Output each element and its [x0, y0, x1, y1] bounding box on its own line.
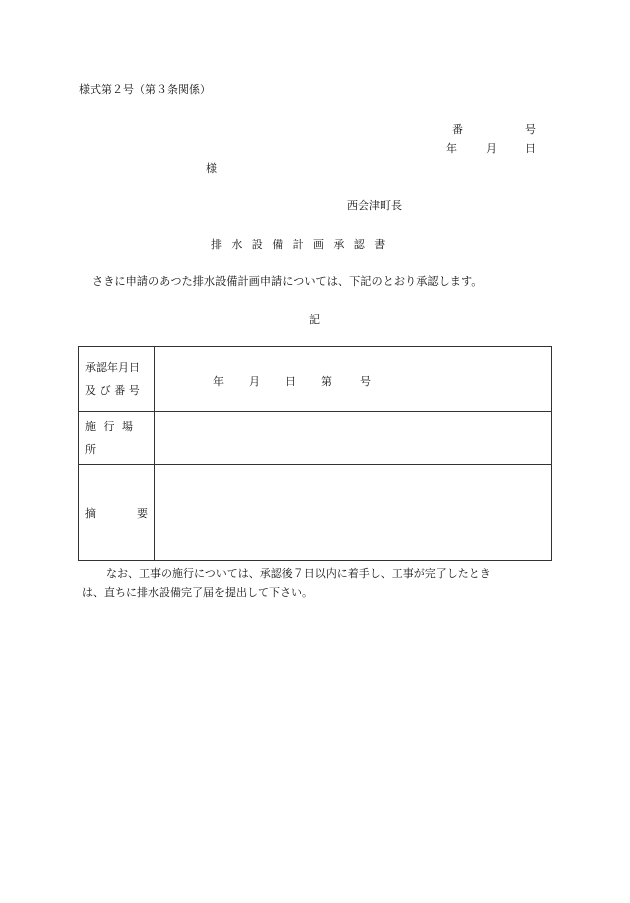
form-title: 様式第２号（第３条関係） — [79, 83, 211, 96]
number-suffix: 号 — [525, 123, 536, 136]
document-title: 排水設備計画承認書 — [211, 238, 395, 251]
site-label: 施行場所 — [85, 420, 141, 456]
table-row-approval-date — [79, 347, 552, 412]
summary-value-cell — [155, 465, 552, 561]
site-value-cell — [155, 412, 552, 465]
addressee-suffix: 様 — [206, 162, 217, 175]
approval-date-label — [79, 356, 154, 402]
site-label-cell — [79, 412, 155, 465]
note-line-1: なお、工事の施行については、承認後７日以内に着手し、工事が完了したとき — [106, 567, 491, 580]
label-line-1: 承認年月日 — [85, 361, 140, 374]
intro-text: さきに申請のあつた排水設備計画申請については、下記のとおり承認します。 — [92, 275, 483, 288]
table-row-summary — [79, 465, 552, 561]
approval-date-label-cell — [79, 347, 155, 412]
row-month: 月 — [249, 375, 260, 388]
approval-table — [78, 346, 552, 561]
number-label: 番 — [452, 123, 463, 136]
month-label: 月 — [486, 142, 497, 155]
summary-label-cell — [79, 465, 155, 561]
summary-label — [79, 505, 154, 521]
row-day: 日 — [285, 375, 296, 388]
row-gou: 号 — [360, 375, 371, 388]
row-year: 年 — [213, 375, 224, 388]
day-label: 日 — [525, 142, 536, 155]
approval-date-fields — [155, 347, 551, 411]
approval-date-value-cell — [155, 347, 552, 412]
label-line-2: 及び番号 — [85, 384, 144, 397]
summary-label-left: 摘 — [85, 506, 96, 520]
issuer-name: 西会津町長 — [347, 199, 402, 212]
row-dai: 第 — [321, 375, 332, 388]
note-line-2: は、直ちに排水設備完了届を提出して下さい。 — [82, 586, 313, 599]
summary-label-right: 要 — [137, 506, 148, 520]
year-label: 年 — [446, 142, 457, 155]
ki-heading: 記 — [309, 313, 320, 326]
document-number-row — [452, 121, 536, 137]
table-row-site — [79, 412, 552, 465]
